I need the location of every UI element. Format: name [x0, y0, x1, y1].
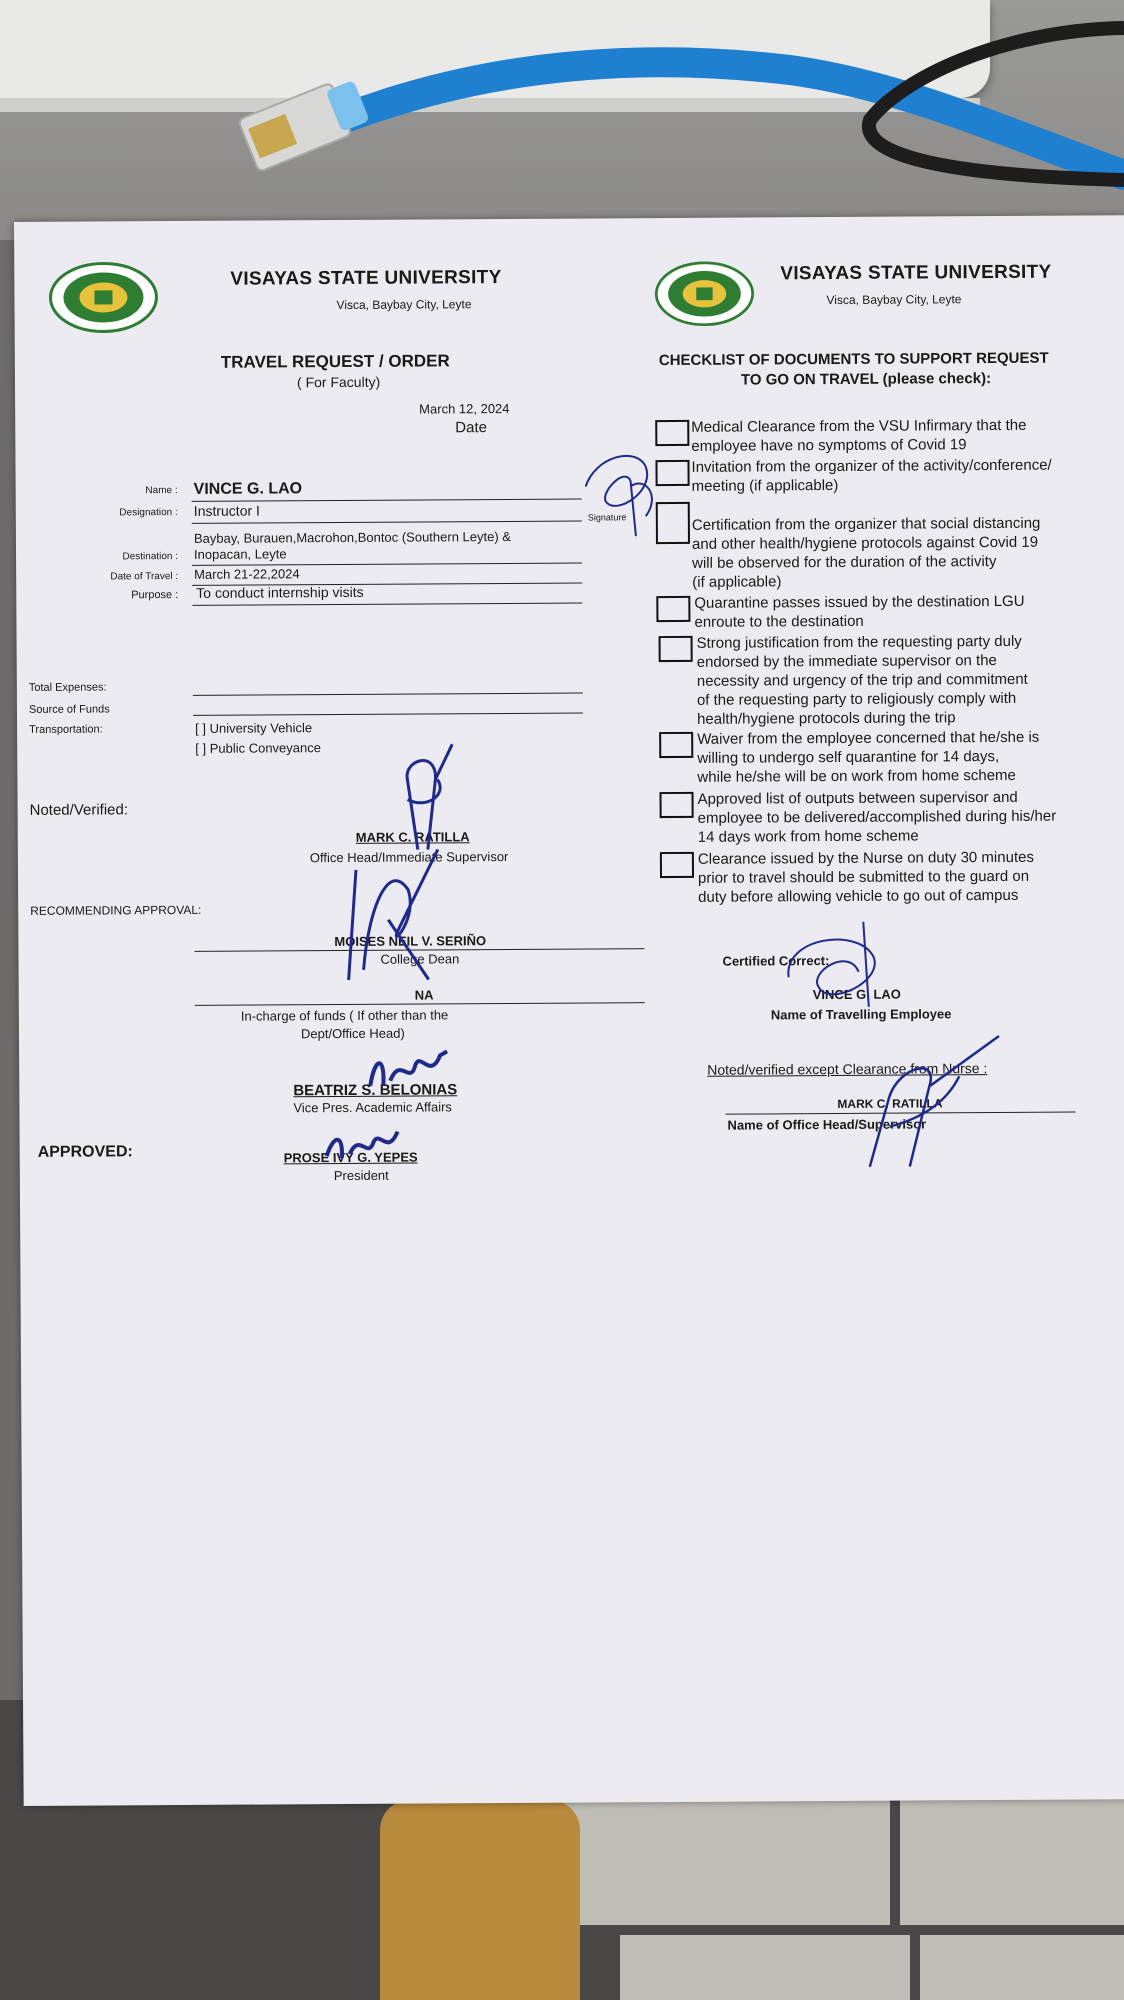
checklist-item-nurse-clearance: Clearance issued by the Nurse on duty 30 minutes prior to travel should be submitted to the guard on duty before allowing vehicle to go out of campus	[697, 848, 1034, 906]
checkbox-quarantine-passes[interactable]	[656, 596, 690, 622]
checklist-item-quarantine-passes: Quarantine passes issued by the destination LGU enroute to the destination	[694, 592, 1025, 631]
funds-line	[195, 1002, 645, 1006]
designation-value: Instructor I	[193, 502, 260, 519]
total-expenses-line	[193, 693, 583, 696]
signature-label: Signature	[587, 512, 627, 523]
checkbox-nurse-clearance[interactable]	[660, 852, 694, 878]
employee-label: Name of Travelling Employee	[770, 1006, 952, 1023]
university-seal-left	[48, 261, 158, 334]
checklist-item-approved-outputs: Approved list of outputs between supervisor and employee to be delivered/accomplished during his/her 14 days work from home scheme	[697, 788, 1057, 846]
employee-name: VINCE G. LAO	[812, 986, 901, 1003]
office-head-label: Name of Office Head/Supervisor	[727, 1116, 927, 1133]
checklist-item-medical-clearance: Medical Clearance from the VSU Infirmary that the employee have no symptoms of Covid 19	[691, 416, 1027, 455]
travel-request-document	[14, 215, 1124, 1806]
supervisor-title: Office Head/Immediate Supervisor	[309, 848, 509, 866]
checkbox-certification[interactable]	[656, 502, 690, 544]
date-of-travel-value: March 21-22,2024	[194, 566, 300, 582]
president-name: PROSE IVY G. YEPES	[283, 1149, 418, 1166]
checklist-title-line2: TO GO ON TRAVEL (please check):	[740, 370, 992, 389]
destination-line	[192, 563, 582, 566]
chair-leg	[380, 1800, 580, 2000]
name-label: Name :	[145, 485, 178, 497]
university-name-right: VISAYAS STATE UNIVERSITY	[780, 261, 1052, 285]
network-cable-image	[0, 0, 1124, 240]
vp-title: Vice Pres. Academic Affairs	[293, 1099, 452, 1116]
floor-tile	[920, 1935, 1124, 2000]
office-head-line	[725, 1112, 1075, 1115]
destination-value: Baybay, Burauen,Macrohon,Bontoc (Southern Leyte) &	[193, 528, 511, 546]
checkbox-strong-justification[interactable]	[659, 636, 693, 662]
name-value: VINCE G. LAO	[193, 480, 303, 498]
noted-except-label: Noted/verified except Clearance from Nurse :	[707, 1060, 988, 1078]
total-expenses-label: Total Expenses:	[28, 681, 107, 694]
funds-value: NA	[414, 987, 434, 1003]
option-university-vehicle: [ ] University Vehicle	[195, 720, 313, 736]
dean-name: MOISES NEIL V. SERIÑO	[334, 933, 487, 950]
form-title: TRAVEL REQUEST / ORDER	[220, 351, 450, 372]
university-address-right: Visca, Baybay City, Leyte	[826, 292, 962, 308]
checklist-item-strong-justification: Strong justification from the requesting party duly endorsed by the immediate supervisor on the necessity and urgency of the trip and commitment of the requesting party to religiously comply with health/hygiene protocols during the trip	[696, 632, 1028, 728]
recommending-approval-label: RECOMMENDING APPROVAL:	[30, 902, 202, 918]
date-of-travel-label: Date of Travel :	[110, 571, 179, 583]
checkbox-invitation[interactable]	[655, 460, 689, 486]
purpose-value: To conduct internship visits	[196, 583, 364, 601]
date-label: Date	[455, 419, 488, 437]
option-public-conveyance: [ ] Public Conveyance	[195, 740, 321, 756]
dean-title: College Dean	[380, 951, 460, 967]
source-of-funds-label: Source of Funds	[28, 703, 110, 716]
checklist-item-waiver: Waiver from the employee concerned that he/she is willing to undergo self quarantine for 14 days, while he/she will be on work from home scheme	[697, 728, 1040, 786]
source-of-funds-line	[193, 713, 583, 716]
university-address-left: Visca, Baybay City, Leyte	[336, 297, 472, 313]
funds-label-2: Dept/Office Head)	[300, 1025, 405, 1042]
approved-label: APPROVED:	[37, 1143, 133, 1161]
form-subtitle: ( For Faculty)	[296, 373, 381, 391]
office-head-name: MARK C. RATILLA	[837, 1096, 943, 1111]
checklist-item-invitation: Invitation from the organizer of the activity/conference/ meeting (if applicable)	[691, 456, 1052, 495]
designation-line	[192, 521, 582, 524]
request-date: March 12, 2024	[419, 400, 510, 417]
vp-name: BEATRIZ S. BELONIAS	[293, 1081, 458, 1100]
supervisor-name: MARK C. RATILLA	[355, 829, 470, 845]
checkbox-approved-outputs[interactable]	[659, 792, 693, 818]
president-title: President	[333, 1167, 389, 1184]
destination-label: Destination :	[122, 551, 179, 563]
checklist-title-line1: CHECKLIST OF DOCUMENTS TO SUPPORT REQUEST	[658, 349, 1049, 370]
floor-tile	[620, 1935, 910, 2000]
destination-value-line2: Inopacan, Leyte	[193, 546, 287, 562]
funds-label-1: In-charge of funds ( If other than the	[240, 1007, 449, 1024]
purpose-label: Purpose :	[131, 589, 179, 602]
university-seal-right	[654, 257, 754, 330]
purpose-line	[192, 603, 582, 606]
checkbox-waiver[interactable]	[659, 732, 693, 758]
university-name-left: VISAYAS STATE UNIVERSITY	[230, 267, 502, 290]
designation-label: Designation :	[119, 507, 178, 519]
checklist-item-certification: Certification from the organizer that social distancing and other health/hygiene protocols against Covid 19 will be observed for the duration of the activity (if applicable)	[691, 514, 1041, 591]
checkbox-medical-clearance[interactable]	[655, 420, 689, 446]
signature-requester	[575, 446, 666, 547]
floor-tile	[900, 1780, 1124, 1925]
transportation-label: Transportation:	[29, 723, 103, 736]
noted-verified-label: Noted/Verified:	[29, 801, 129, 819]
certified-correct-label: Certified Correct:	[722, 953, 830, 969]
name-line	[192, 499, 582, 502]
